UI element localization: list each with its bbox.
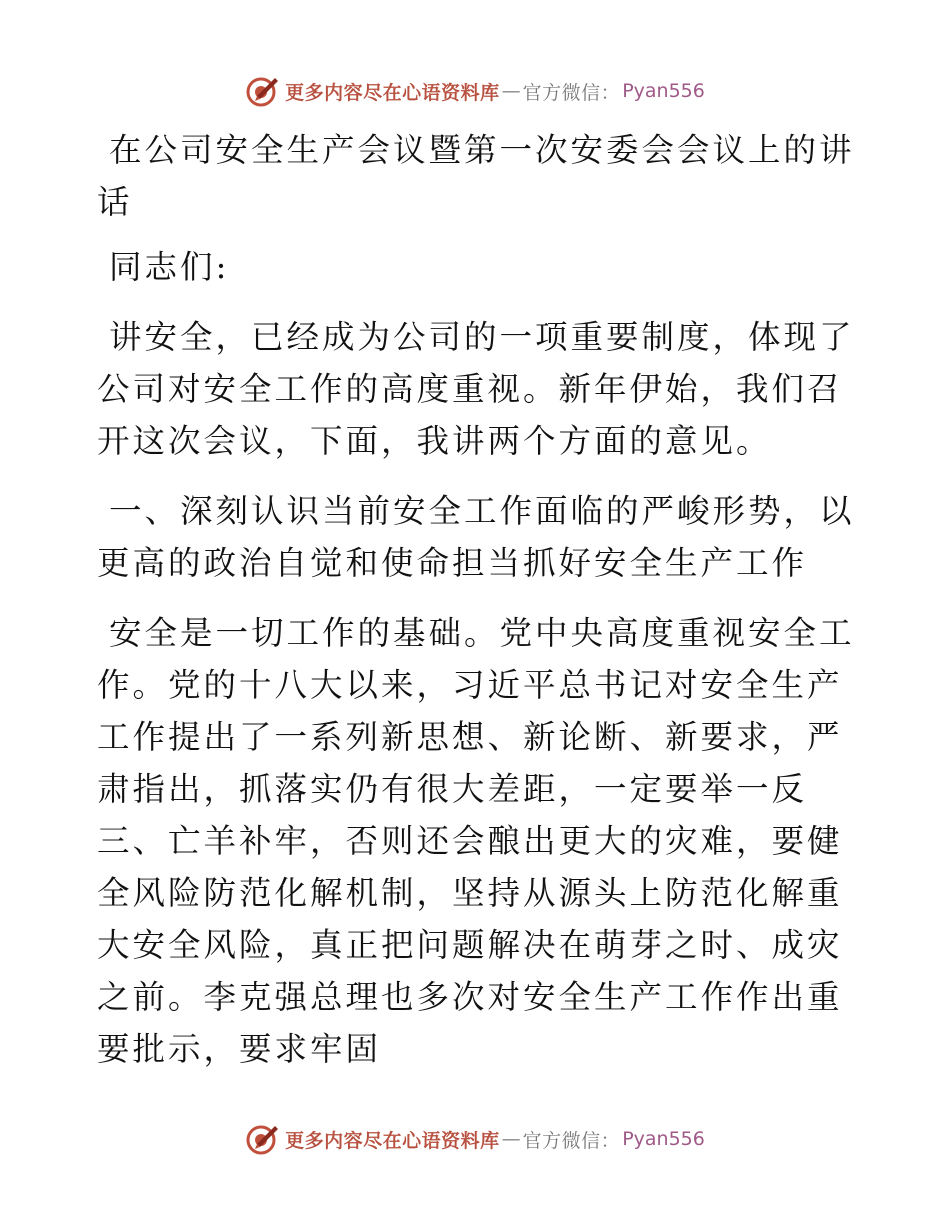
banner-site-text: 更多内容尽在心语资料库 — [285, 1129, 500, 1152]
banner-contact-id: Pyan556 — [622, 1128, 705, 1150]
document-title: 在公司安全生产会议暨第一次安委会会议上的讲话 — [97, 131, 855, 221]
banner-dash: — — [501, 1128, 521, 1150]
document-body — [97, 120, 857, 1075]
pen-logo-icon — [245, 74, 279, 108]
header-banner — [0, 71, 950, 111]
banner-site-text: 更多内容尽在心语资料库 — [285, 81, 500, 104]
paragraph: 讲安全，已经成为公司的一项重要制度，体现了公司对安全工作的高度重视。新年伊始，我们召开这次会议，下面，我讲两个方面的意见。 — [97, 318, 855, 460]
paragraph: 安全是一切工作的基础。党中央高度重视安全工作。党的十八大以来，习近平总书记对安全生产工作提出了一系列新思想、新论断、新要求，严肃指出，抓落实仍有很大差距，一定要举一反三、亡羊补牢，否则还会酿出更大的灾难，要健全风险防范化解机制，坚持从源头上防范化解重大安全风险，真正把问题解决在萌芽之时、成灾之前。李克强总理也多次对安全生产工作作出重要批示，要求牢固 — [97, 614, 855, 1068]
pen-logo-icon — [245, 1122, 279, 1156]
salutation: 同志们: — [109, 248, 230, 286]
banner-contact-label: 官方微信： — [522, 81, 621, 104]
banner-contact-label: 官方微信： — [522, 1129, 621, 1152]
banner-dash: — — [501, 80, 521, 102]
banner-contact-id: Pyan556 — [622, 80, 705, 102]
section-heading: 一、深刻认识当前安全工作面临的严峻形势，以更高的政治自觉和使命担当抓好安全生产工作 — [97, 492, 855, 582]
footer-banner — [0, 1119, 950, 1159]
